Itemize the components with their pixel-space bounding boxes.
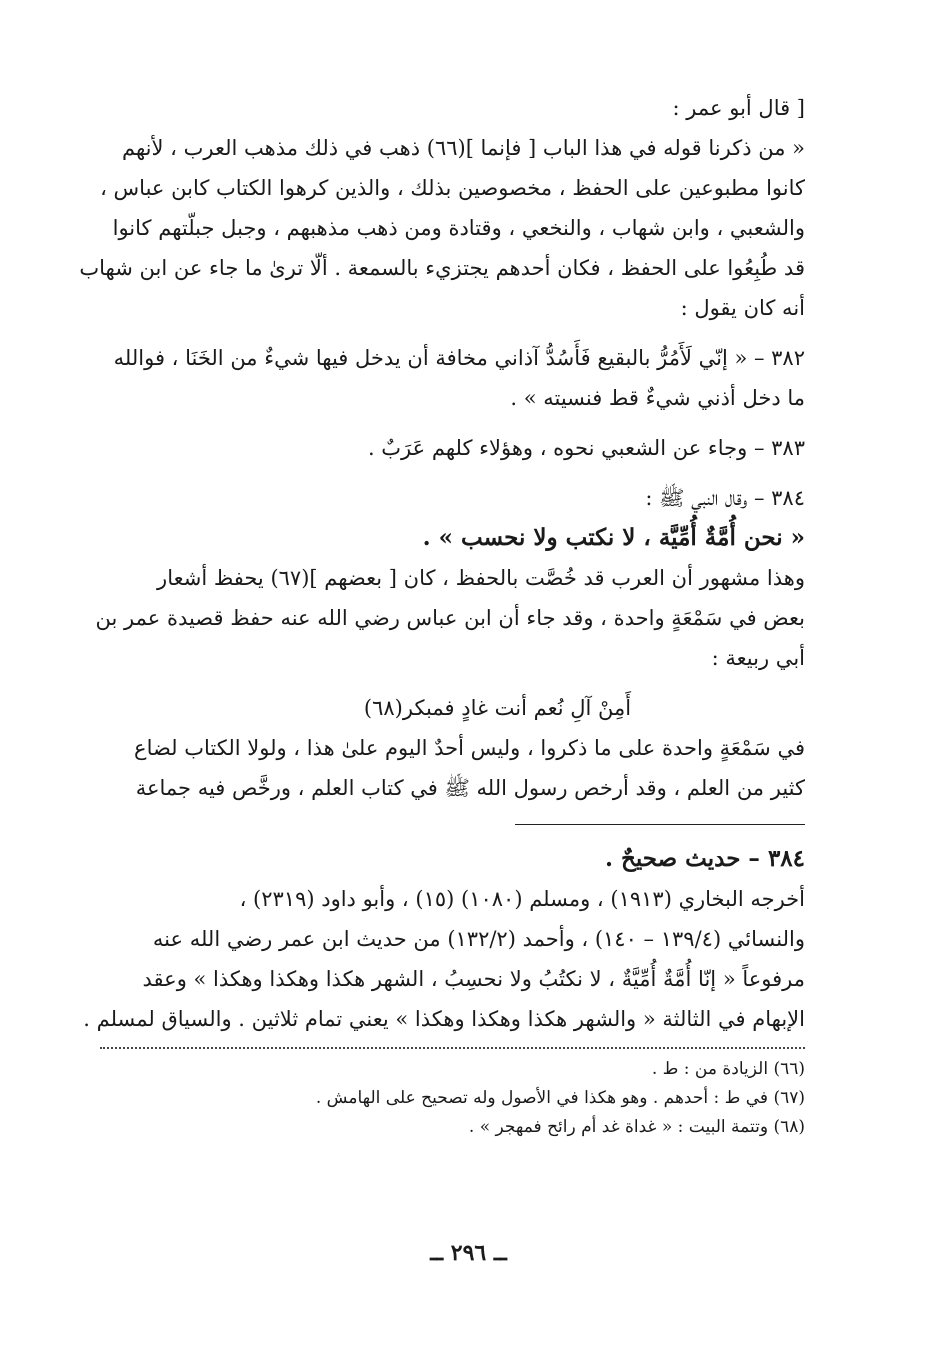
paragraph-line: « من ذكرنا قوله في هذا الباب [ فإنما ](٦٦) ذهب في ذلك مذهب العرب ، لأنهم [122, 136, 805, 160]
commentary-line: مرفوعاً « إنّا أُمَّةٌ أُمِّيَّةٌ ، لا نكتُبُ ولا نحسِبُ ، الشهر هكذا وهكذا وهكذا » وعقد [142, 967, 805, 991]
commentary-line: والنسائي (١٣٩/٤ – ١٤٠) ، وأحمد (١٣٢/٢) من حديث ابن عمر رضي الله عنه [152, 927, 805, 951]
item-384: ٣٨٤ – وقال النبي ﷺ : [645, 486, 805, 510]
paragraph-line: كانوا مطبوعين على الحفظ ، مخصوصين بذلك ، والذين كرهوا الكتاب كابن عباس ، [100, 176, 805, 200]
paragraph-line: قد طُبِعُوا على الحفظ ، فكان أحدهم يجتزيء بالسمعة . ألّا ترىٰ ما جاء عن ابن شهاب [79, 256, 805, 280]
commentary-title: ٣٨٤ – حديث صحيحٌ . [604, 845, 805, 872]
commentary-line: الإبهام في الثالثة « والشهر هكذا وهكذا وهكذا » يعني تمام ثلاثين . والسياق لمسلم . [83, 1007, 805, 1031]
section-heading: [ قال أبو عمر : [672, 96, 805, 120]
commentary-divider [515, 824, 805, 825]
page-number: ــ ٢٩٦ ــ [430, 1240, 507, 1266]
footnote: (٦٧) في ط : أحدهم . وهو هكذا في الأصول وله تصحيح على الهامش . [315, 1088, 805, 1108]
paragraph-line: والشعبي ، وابن شهاب ، والنخعي ، وقتادة ومن ذهب مذهبهم ، وجبل جبلّتهم كانوا [112, 216, 805, 240]
footnote-divider [100, 1047, 805, 1049]
paragraph-line: كثير من العلم ، وقد أرخص رسول الله ﷺ في كتاب العلم ، ورخَّص فيه جماعة [135, 776, 805, 800]
paragraph-line: أنه كان يقول : [680, 296, 805, 320]
poem-verse: أَمِنْ آلِ نُعم أنت غادٍ فمبكر(٦٨) [363, 696, 632, 720]
paragraph-line: بعض في سَمْعَةٍ واحدة ، وقد جاء أن ابن عباس رضي الله عنه حفظ قصيدة عمر بن [95, 606, 805, 630]
paragraph-line: أبي ربيعة : [711, 646, 805, 670]
hadith-quote: « نحن أُمَّةٌ أُمِّيَّة ، لا نكتب ولا نحسب » . [422, 524, 805, 551]
paragraph-line: في سَمْعَةٍ واحدة على ما ذكروا ، وليس أحدٌ اليوم علىٰ هذا ، ولولا الكتاب لضاع [134, 736, 805, 760]
item-383: ٣٨٣ – وجاء عن الشعبي نحوه ، وهؤلاء كلهم عَرَبٌ . [367, 436, 805, 460]
item-382-line: ٣٨٢ – « إنّي لَأَمُرُّ بالبقيع فَأَسُدُّ آذاني مخافة أن يدخل فيها شيءٌ من الخَنَا ، فوالله [113, 346, 805, 370]
item-382-line: ما دخل أذني شيءٌ قط فنسيته » . [510, 386, 805, 410]
footnote: (٦٦) الزيادة من : ط . [651, 1059, 805, 1079]
footnote: (٦٨) وتتمة البيت : « غداة غد أم رائح فمهجر » . [468, 1117, 805, 1137]
paragraph-line: وهذا مشهور أن العرب قد خُصَّت بالحفظ ، كان [ بعضهم ](٦٧) يحفظ أشعار [157, 566, 805, 590]
commentary-line: أخرجه البخاري (١٩١٣) ، ومسلم (١٠٨٠) (١٥) ، وأبو داود (٢٣١٩) ، [239, 887, 805, 911]
